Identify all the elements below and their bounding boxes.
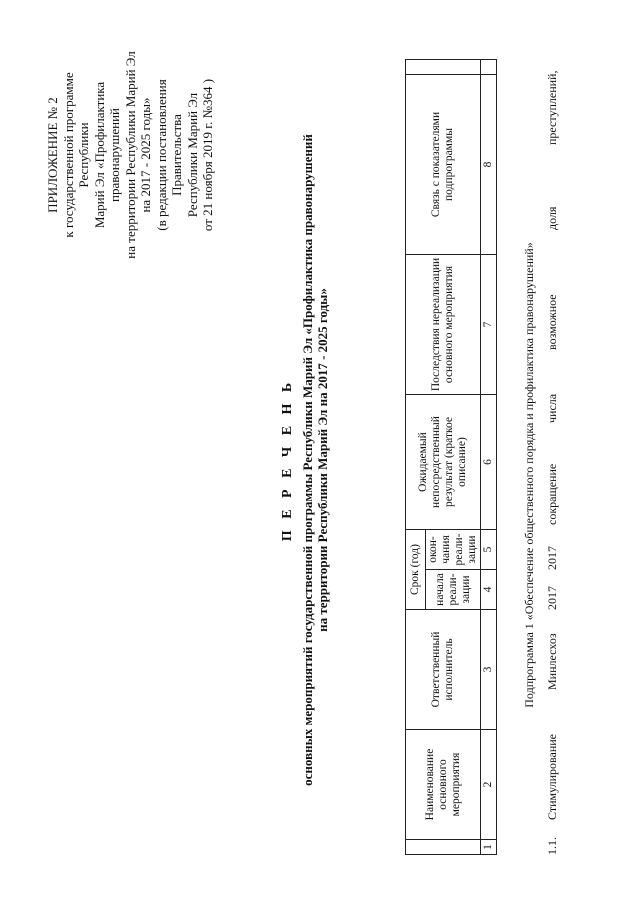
document-title: П Е Р Е Ч Е Н Ь <box>280 378 295 542</box>
row-result-2: числа <box>545 393 559 423</box>
num-cell: 7 <box>481 255 497 395</box>
row-measure-name: Стимулирование <box>545 734 559 820</box>
num-cell: 8 <box>481 75 497 255</box>
header-num-cell <box>406 840 481 855</box>
header-term: Срок (год) <box>406 530 426 610</box>
num-cell: 3 <box>481 610 497 730</box>
num-cell: 5 <box>481 530 497 570</box>
appendix-line: Республики Марий Эл <box>184 92 200 218</box>
document-subtitle <box>300 55 330 865</box>
num-cell: 1 <box>481 840 497 855</box>
row-executor: Минлесхоз <box>545 633 559 690</box>
appendix-line: от 21 ноября 2019 г. №364 ) <box>200 78 215 232</box>
header-executor: Ответственный исполнитель <box>406 610 481 730</box>
num-cell: 2 <box>481 730 497 840</box>
appendix-line: к государственной программе Республики <box>60 72 91 238</box>
num-cell: 4 <box>481 570 497 610</box>
header-consequences: Последствия нереализации основного мероприятия <box>406 255 481 395</box>
row-link-2: преступлений, <box>545 70 559 145</box>
appendix-line: ПРИЛОЖЕНИЕ № 2 <box>45 97 60 213</box>
header-name: Наименование основного мероприятия <box>406 730 481 840</box>
num-cell-blank <box>481 60 497 75</box>
row-end-year: 2017 <box>545 546 559 570</box>
appendix-header <box>45 50 216 260</box>
row-number: 1.1. <box>545 837 559 855</box>
header-start: начала реали-зации <box>426 570 481 610</box>
appendix-line: на 2017 - 2025 годы» <box>138 97 153 213</box>
measures-table <box>405 59 497 855</box>
row-result: сокращение <box>545 463 559 525</box>
header-end: окон-чания реали-зации <box>426 530 481 570</box>
header-result: Ожидаемый непосредственный результат (краткое описание) <box>406 395 481 530</box>
row-link-1: доля <box>545 206 559 230</box>
row-consequence: возможное <box>545 294 559 350</box>
appendix-line: на территории Республики Марий Эл <box>122 51 138 259</box>
appendix-line: Марий Эл «Профилактика правонарушений <box>91 81 122 229</box>
subtitle-line-2: на территории Республики Марий Эл на 2017 - 2025 годы» <box>315 288 330 632</box>
num-cell: 6 <box>481 395 497 530</box>
subtitle-line-1: основных мероприятий государственной программы Республики Марий Эл «Профилактика правонарушений <box>300 134 315 786</box>
header-link: Связь с показателями подпрограммы <box>406 75 481 255</box>
row-start-year: 2017 <box>545 586 559 610</box>
appendix-line: (в редакции постановления Правительства <box>153 79 184 231</box>
header-blank <box>406 60 481 75</box>
subprogram-title: Подпрограмма 1 «Обеспечение общественного порядка и профилактика правонарушений» <box>522 242 536 708</box>
